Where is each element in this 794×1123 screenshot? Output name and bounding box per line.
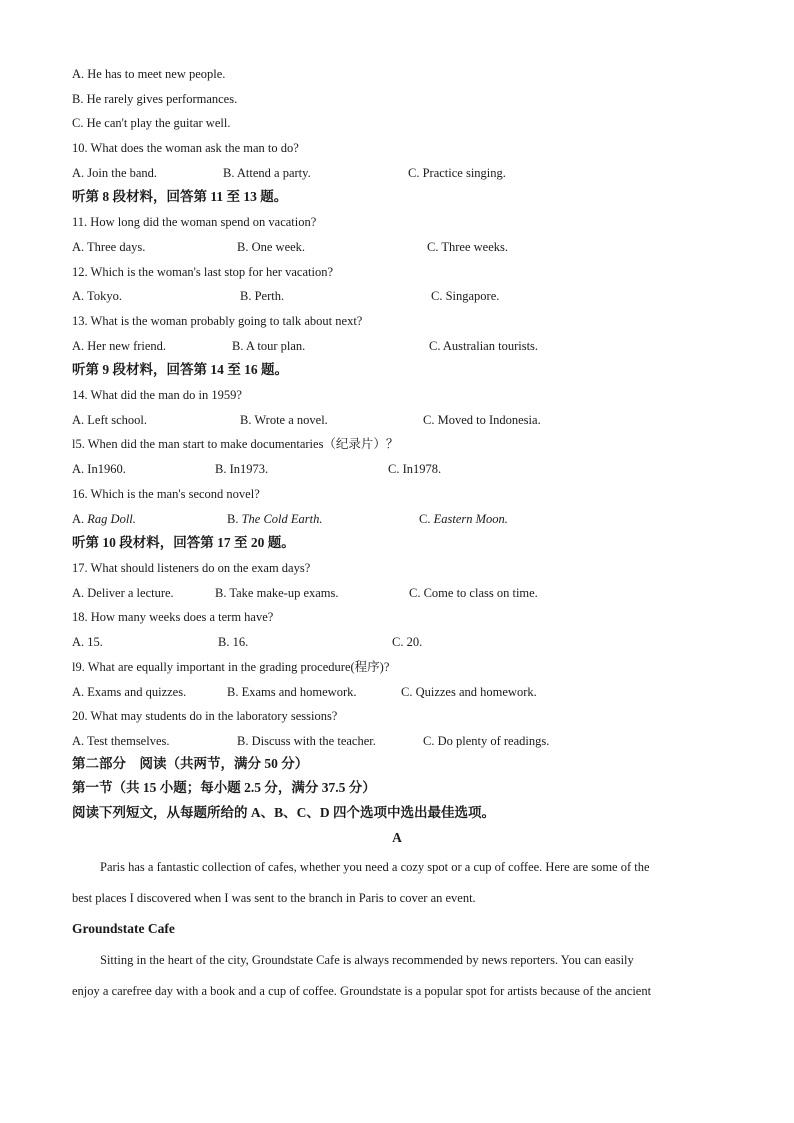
q14-option-a: A. Left school.: [72, 413, 147, 427]
q12-option-b: B. Perth.: [240, 289, 285, 303]
q17-option-b: B. Take make-up exams.: [215, 586, 339, 600]
question-11: 11. How long did the woman spend on vacation?: [72, 215, 317, 229]
question-12: 12. Which is the woman's last stop for her vacation?: [72, 265, 333, 279]
q16-option-b: [227, 511, 323, 527]
q16-option-c: [419, 511, 508, 527]
section-10-heading: 听第 10 段材料，回答第 17 至 20 题。: [72, 535, 295, 550]
q11-option-c: C. Three weeks.: [427, 240, 508, 254]
question-10: 10. What does the woman ask the man to do?: [72, 141, 299, 155]
q15-option-a: A. In1960.: [72, 462, 126, 476]
q18-option-a: A. 15.: [72, 635, 103, 649]
q19-option-c: C. Quizzes and homework.: [401, 685, 537, 699]
q11-option-a: A. Three days.: [72, 240, 146, 254]
paragraph-1-line-1: Paris has a fantastic collection of cafes, whether you need a cozy spot or a cup of coffee. Here are some of the: [100, 860, 650, 874]
section-9-heading: 听第 9 段材料，回答第 14 至 16 题。: [72, 362, 288, 377]
q14-option-c: C. Moved to Indonesia.: [423, 413, 541, 427]
q16-option-b-letter: B.: [227, 512, 242, 526]
question-16: 16. Which is the man's second novel?: [72, 487, 260, 501]
paragraph-1-line-2: best places I discovered when I was sent to the branch in Paris to cover an event.: [72, 891, 476, 905]
section-8-heading: 听第 8 段材料，回答第 11 至 13 题。: [72, 189, 288, 204]
q14-option-b: B. Wrote a novel.: [240, 413, 328, 427]
q10-option-a: A. Join the band.: [72, 166, 158, 180]
q16-option-a-letter: A.: [72, 512, 88, 526]
paragraph-2-line-2: enjoy a carefree day with a book and a cup of coffee. Groundstate is a popular spot for artists because of the ancient: [72, 984, 652, 998]
question-20: 20. What may students do in the laboratory sessions?: [72, 709, 338, 723]
cafe-heading: Groundstate Cafe: [72, 921, 175, 936]
q15-option-c: C. In1978.: [388, 462, 442, 476]
q18-option-c: C. 20.: [392, 635, 423, 649]
q10-option-b: B. Attend a party.: [223, 166, 311, 180]
q16-option-b-title: The Cold Earth.: [241, 512, 323, 526]
question-15: l5. When did the man start to make documentaries（纪录片）？: [72, 437, 399, 451]
q11-option-b: B. One week.: [237, 240, 306, 254]
q12-option-c: C. Singapore.: [431, 289, 500, 303]
question-18: 18. How many weeks does a term have?: [72, 610, 274, 624]
q20-option-c: C. Do plenty of readings.: [423, 734, 550, 748]
q19-option-b: B. Exams and homework.: [227, 685, 357, 699]
q9-option-c: C. He can't play the guitar well.: [72, 116, 231, 130]
question-13: 13. What is the woman probably going to talk about next?: [72, 314, 363, 328]
part-2-heading: 第二部分 阅读（共两节，满分 50 分）: [72, 756, 309, 771]
paragraph-2-line-1: Sitting in the heart of the city, Groundstate Cafe is always recommended by news reporters. You can easily: [100, 953, 634, 967]
passage-label: A: [392, 830, 402, 845]
question-17: 17. What should listeners do on the exam days?: [72, 561, 311, 575]
q9-option-b: B. He rarely gives performances.: [72, 92, 238, 106]
q12-option-a: A. Tokyo.: [72, 289, 122, 303]
q15-option-b: B. In1973.: [215, 462, 269, 476]
q9-option-a: A. He has to meet new people.: [72, 67, 226, 81]
q20-option-b: B. Discuss with the teacher.: [237, 734, 376, 748]
q13-option-b: B. A tour plan.: [232, 339, 306, 353]
q10-option-c: C. Practice singing.: [408, 166, 506, 180]
q13-option-c: C. Australian tourists.: [429, 339, 539, 353]
q19-option-a: A. Exams and quizzes.: [72, 685, 187, 699]
q16-option-c-letter: C.: [419, 512, 434, 526]
section-1-heading: 第一节（共 15 小题；每小题 2.5 分，满分 37.5 分）: [72, 780, 376, 795]
q17-option-a: A. Deliver a lecture.: [72, 586, 174, 600]
q17-option-c: C. Come to class on time.: [409, 586, 538, 600]
q20-option-a: A. Test themselves.: [72, 734, 170, 748]
q16-option-c-title: Eastern Moon.: [433, 512, 508, 526]
reading-instructions: 阅读下列短文，从每题所给的 A、B、C、D 四个选项中选出最佳选项。: [72, 805, 496, 820]
q13-option-a: A. Her new friend.: [72, 339, 167, 353]
q16-option-a: [72, 511, 136, 527]
question-14: 14. What did the man do in 1959?: [72, 388, 242, 402]
question-19: l9. What are equally important in the grading procedure(程序)?: [72, 660, 390, 674]
q16-option-a-title: Rag Doll.: [87, 512, 136, 526]
q18-option-b: B. 16.: [218, 635, 249, 649]
